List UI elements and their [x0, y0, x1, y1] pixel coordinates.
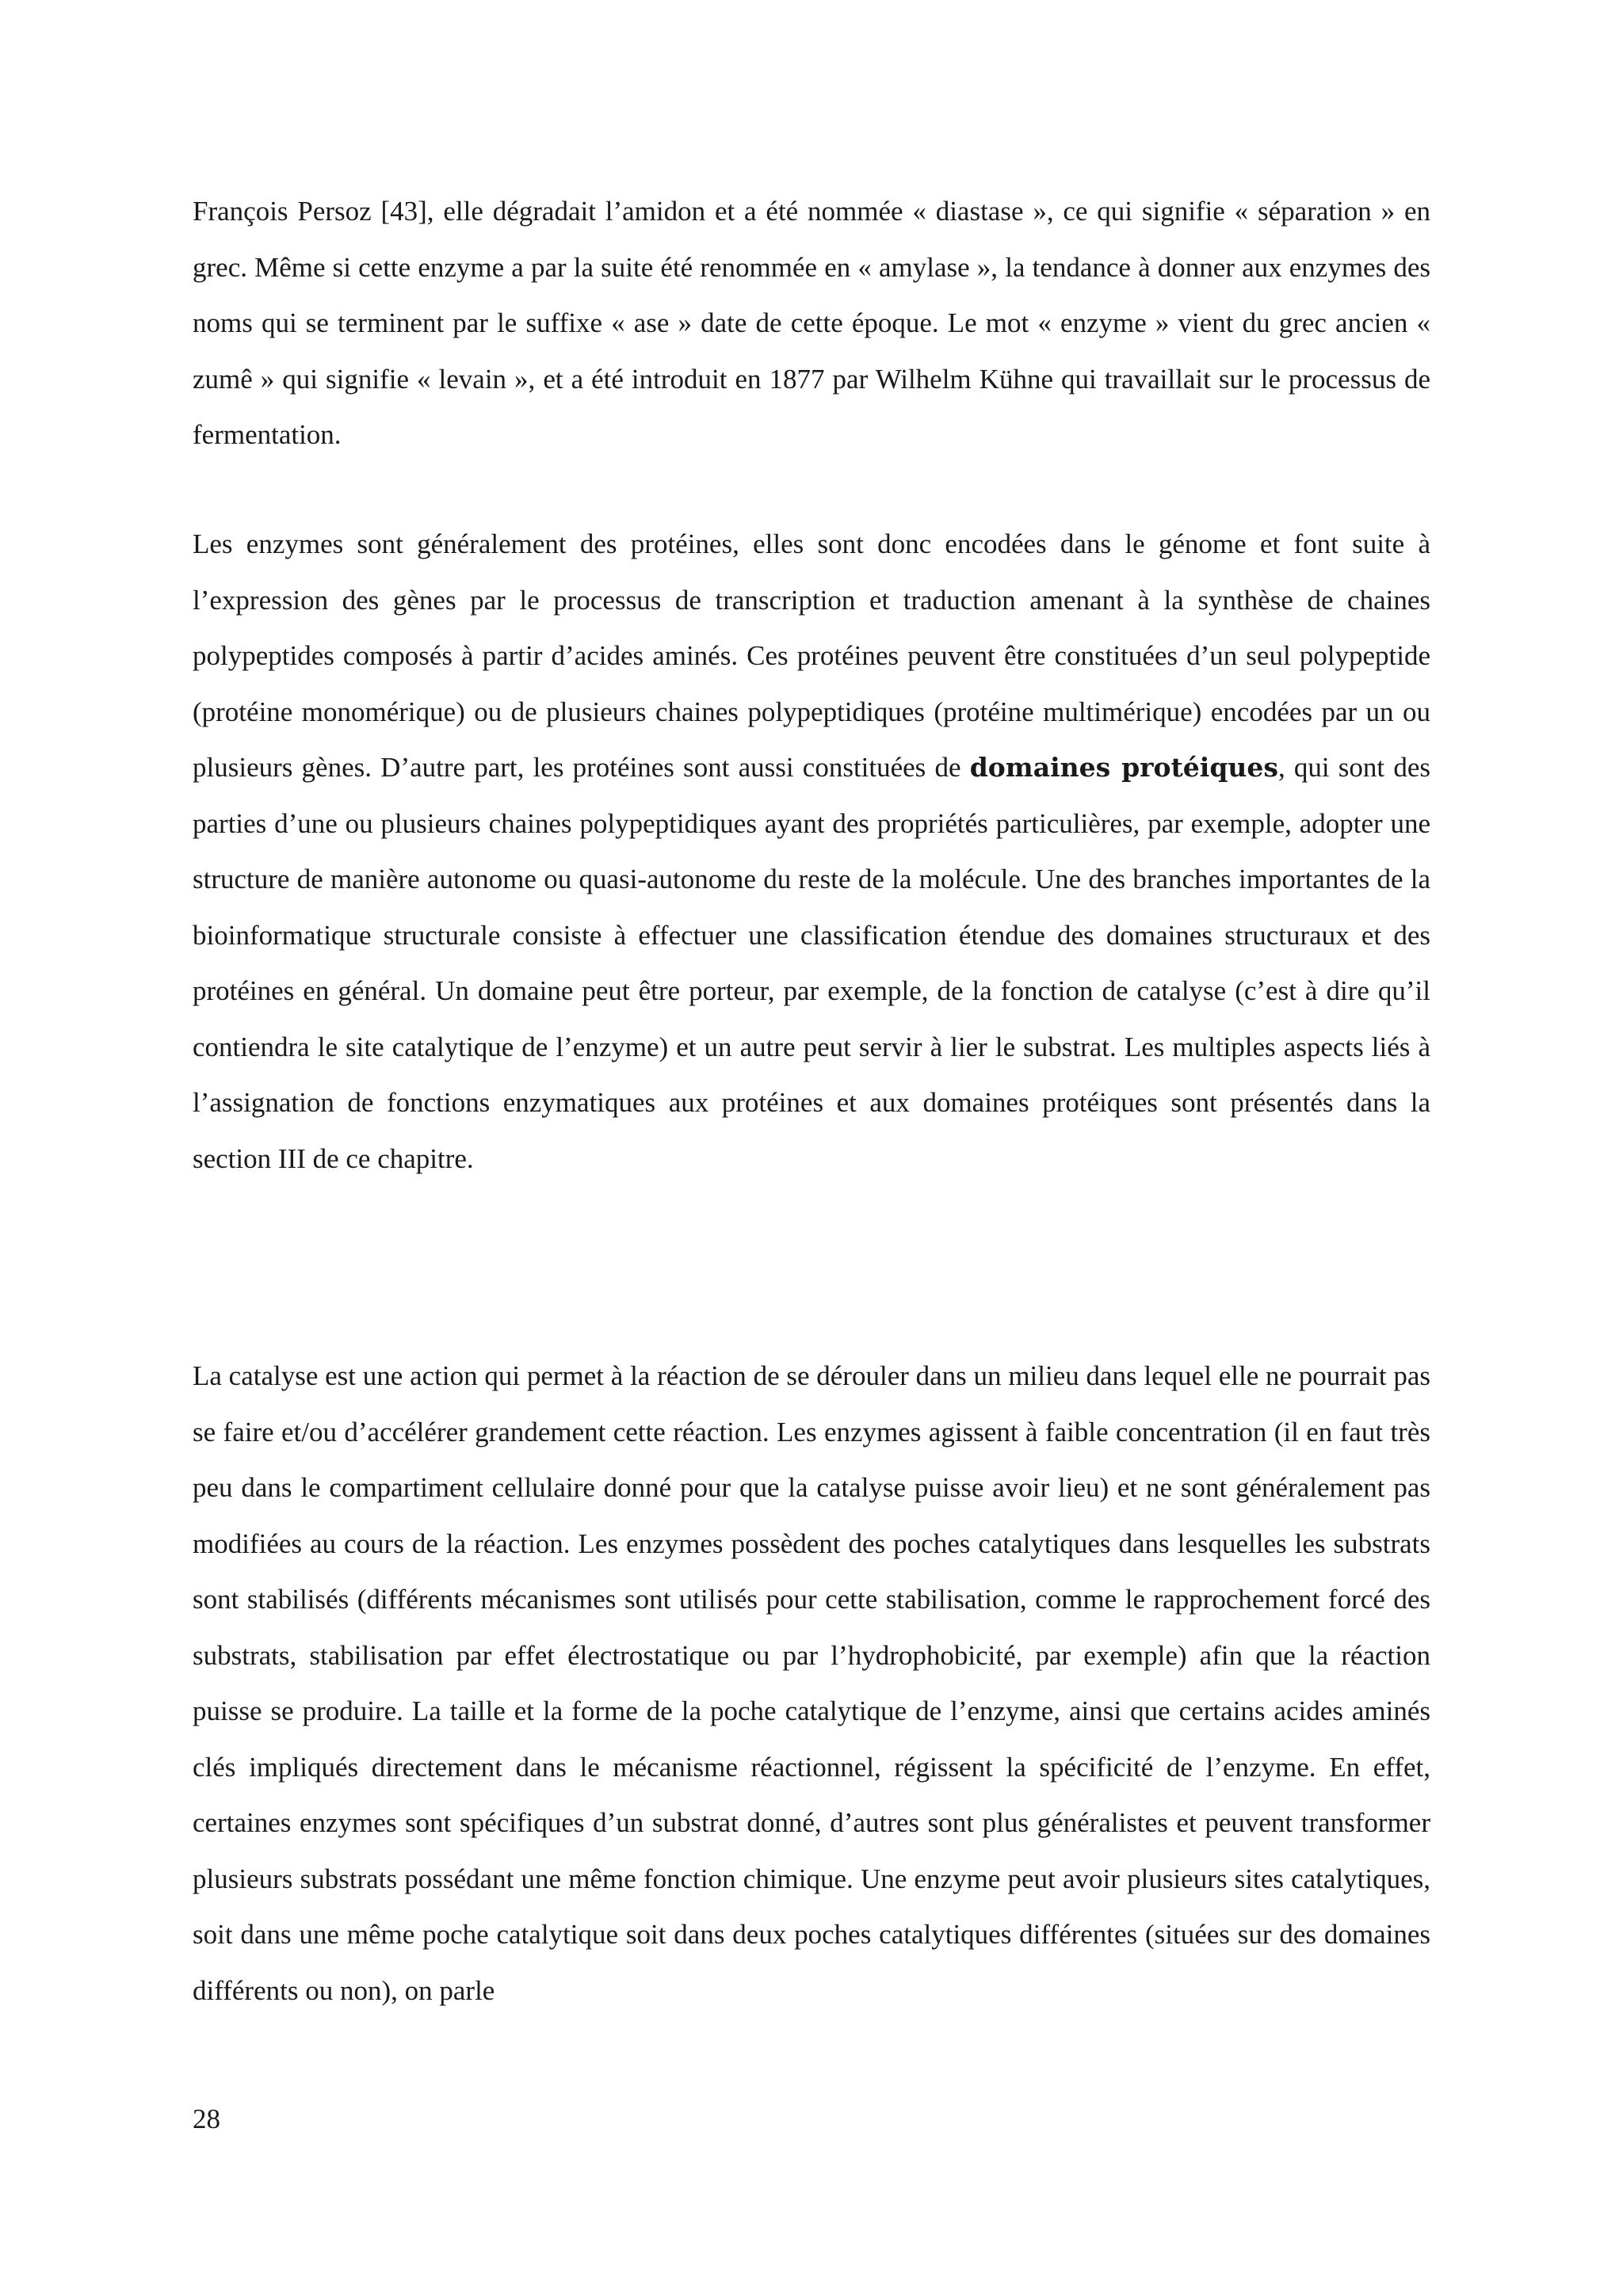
paragraph-catalyse [193, 1348, 1430, 2019]
paragraph-text [193, 517, 1430, 1187]
paragraph-text-end: , qui sont des parties d’une ou plusieurs chaines polypeptidiques ayant des propriétés particulières, par exemple, adopter une structure de manière autonome ou quasi-autonome du reste de la molécule. Une des branches importantes de la bioinformatique structurale consiste à effectuer une classification étendue des domaines structuraux et des protéines en général. Un domaine peut être porteur, par exemple, de la fonction de catalyse (c’est à dire qu’il contiendra le site catalytique de l’enzyme) et un autre peut servir à lier le substrat. Les multiples aspects liés à l’assignation de fonctions enzymatiques aux protéines et aux domaines protéiques sont présentés dans la section III de ce chapitre. [193, 752, 1430, 1174]
paragraph-text-start: Les enzymes sont généralement des protéines, elles sont donc encodées dans le génome et font suite à l’expression des gènes par le processus de transcription et traduction amenant à la synthèse de chaines polypeptides composés à partir d’acides aminés. Ces protéines peuvent être constituées d’un seul polypeptide (protéine monomérique) ou de plusieurs chaines polypeptidiques (protéine multimérique) encodées par un ou plusieurs gènes. D’autre part, les protéines sont aussi constituées de [193, 528, 1430, 783]
page-number: 28 [193, 2103, 220, 2134]
paragraph-text: François Persoz [43], elle dégradait l’amidon et a été nommée « diastase », ce qui signifie « séparation » en grec. Même si cette enzyme a par la suite été renommée en « amylase », la tendance à donner aux enzymes des noms qui se terminent par le suffixe « ase » date de cette époque. Le mot « enzyme » vient du grec ancien « zumê » qui signifie « levain », et a été introduit en 1877 par Wilhelm Kühne qui travaillait sur le processus de fermentation. [193, 196, 1430, 450]
bold-term-domaines-proteiques: domaines protéiques [969, 752, 1278, 783]
paragraph-diastase-history [193, 184, 1430, 463]
paragraph-text: La catalyse est une action qui permet à la réaction de se dérouler dans un milieu dans lequel elle ne pourrait pas se faire et/ou d’accélérer grandement cette réaction. Les enzymes agissent à faible concentration (il en faut très peu dans le compartiment cellulaire donné pour que la catalyse puisse avoir lieu) et ne sont généralement pas modifiées au cours de la réaction. Les enzymes possèdent des poches catalytiques dans lesquelles les substrats sont stabilisés (différents mécanismes sont utilisés pour cette stabilisation, comme le rapprochement forcé des substrats, stabilisation par effet électrostatique ou par l’hydrophobicité, par exemple) afin que la réaction puisse se produire. La taille et la forme de la poche catalytique de l’enzyme, ainsi que certains acides aminés clés impliqués directement dans le mécanisme réactionnel, régissent la spécificité de l’enzyme. En effet, certaines enzymes sont spécifiques d’un substrat donné, d’autres sont plus généralistes et peuvent transformer plusieurs substrats possédant une même fonction chimique. Une enzyme peut avoir plusieurs sites catalytiques, soit dans une même poche catalytique soit dans deux poches catalytiques différentes (situées sur des domaines différents ou non), on parle [193, 1360, 1430, 2006]
paragraph-enzymes-proteins [193, 517, 1430, 1187]
